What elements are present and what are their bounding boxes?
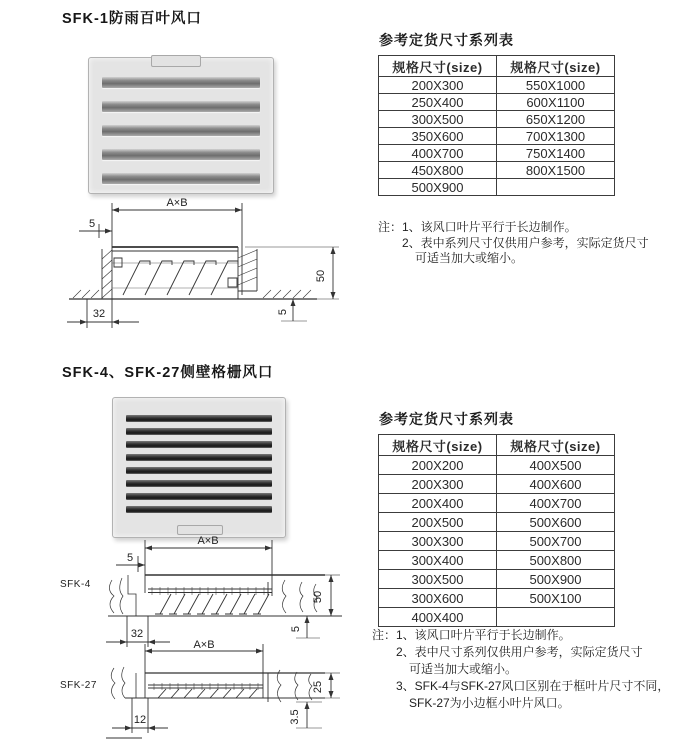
- table-row: [379, 77, 615, 94]
- size-series-table: [378, 55, 615, 196]
- table-row: [379, 475, 615, 494]
- size-cell: 300X600: [379, 589, 497, 608]
- drawing-arrowheads: [80, 208, 336, 325]
- dim-lip-label: 5: [290, 625, 302, 633]
- sfk4-drawing-label: SFK-4: [60, 579, 91, 590]
- size-cell: 600X1100: [497, 94, 615, 111]
- grille-slat: [126, 493, 272, 500]
- size-cell: 200X200: [379, 456, 497, 475]
- size-column-header: 规格尺寸(size): [379, 435, 497, 456]
- size-cell: [497, 608, 615, 627]
- size-cell: 300X400: [379, 551, 497, 570]
- size-cell: 500X800: [497, 551, 615, 570]
- section2-title: SFK-4、SFK-27侧壁格栅风口: [62, 365, 274, 381]
- note-line: 可适当加大或缩小。: [415, 251, 524, 265]
- grille-slat: [126, 428, 272, 435]
- table-row: [379, 111, 615, 128]
- table-row: [379, 145, 615, 162]
- table-row: [379, 589, 615, 608]
- louver-slat: [102, 173, 260, 184]
- table-row: [379, 551, 615, 570]
- dim-depth-label: 50: [312, 590, 324, 604]
- photo-top-tab: [151, 55, 201, 67]
- size-cell: 400X500: [497, 456, 615, 475]
- table-row: [379, 128, 615, 145]
- size-column-header: 规格尺寸(size): [497, 435, 615, 456]
- sfk1-section-drawing: [55, 195, 365, 345]
- size-cell: 700X1300: [497, 128, 615, 145]
- note-line: 注：1、该风口叶片平行于长边制作。: [378, 220, 577, 234]
- sfk4-section-drawing: [50, 534, 380, 650]
- size-cell: 500X900: [379, 179, 497, 196]
- size-cell: 500X600: [497, 513, 615, 532]
- dim-flange-label: 5: [88, 218, 96, 230]
- section2-notes: [372, 627, 687, 712]
- dim-depth-label: 25: [312, 680, 324, 694]
- size-series-table: [378, 434, 615, 627]
- dim-inset-label: 32: [92, 308, 106, 320]
- table1-title: 参考定货尺寸系列表: [379, 32, 514, 48]
- grille-slat: [126, 467, 272, 474]
- sfk1-product-photo: [88, 57, 274, 194]
- dim-inset-label: 32: [130, 628, 144, 640]
- size-cell: 200X300: [379, 475, 497, 494]
- table-row: [379, 494, 615, 513]
- size-cell: 400X400: [379, 608, 497, 627]
- table-row: [379, 570, 615, 589]
- size-cell: 250X400: [379, 94, 497, 111]
- dim-ab-label: A×B: [193, 640, 215, 651]
- size-cell: 200X500: [379, 513, 497, 532]
- louver-slats: [102, 77, 260, 184]
- louver-slat: [102, 125, 260, 136]
- size-cell: 450X800: [379, 162, 497, 179]
- table-row: [379, 608, 615, 627]
- size-cell: 400X600: [497, 475, 615, 494]
- dim-depth-label: 50: [315, 269, 327, 283]
- note-line: 3、SFK-4与SFK-27风口区别在于框叶片尺寸不同，: [396, 679, 670, 693]
- size-cell: 500X900: [497, 570, 615, 589]
- size-cell: 400X700: [497, 494, 615, 513]
- dim-ab-label: A×B: [197, 535, 219, 547]
- size-cell: 300X500: [379, 111, 497, 128]
- size-cell: 300X300: [379, 532, 497, 551]
- table2-title: 参考定货尺寸系列表: [379, 411, 514, 427]
- dim-lip-label: 5: [277, 308, 289, 316]
- note-line: 2、表中尺寸系列仅供用户参考，实际定货尺寸: [396, 645, 643, 659]
- table-header-row: [379, 56, 615, 77]
- size-cell: 300X500: [379, 570, 497, 589]
- size-cell: [497, 179, 615, 196]
- grille-slat: [126, 415, 272, 422]
- grille-slat: [126, 454, 272, 461]
- size-column-header: 规格尺寸(size): [379, 56, 497, 77]
- note-line: 可适当加大或缩小。: [409, 662, 518, 676]
- size-cell: 400X700: [379, 145, 497, 162]
- note-line: 2、表中系列尺寸仅供用户参考，实际定货尺寸: [402, 235, 649, 250]
- table-row: [379, 513, 615, 532]
- section1-notes: [378, 220, 673, 267]
- table-row: [379, 179, 615, 196]
- size-cell: 200X300: [379, 77, 497, 94]
- size-cell: 500X700: [497, 532, 615, 551]
- grille-slats: [126, 415, 272, 513]
- size-cell: 200X400: [379, 494, 497, 513]
- note-line: SFK-27为小边框小叶片风口。: [409, 696, 570, 710]
- size-cell: 350X600: [379, 128, 497, 145]
- sfk27-drawing-label: SFK-27: [60, 680, 97, 691]
- drawing-arrowheads: [125, 649, 334, 731]
- size-cell: 500X100: [497, 589, 615, 608]
- section1-table-block: [378, 30, 615, 196]
- table-row: [379, 162, 615, 179]
- section2-table-block: [378, 409, 615, 627]
- table-row: [379, 94, 615, 111]
- dim-flange-label: 5: [126, 552, 134, 564]
- size-cell: 650X1200: [497, 111, 615, 128]
- louver-slat: [102, 101, 260, 112]
- note-line: 注：1、该风口叶片平行于长边制作。: [372, 628, 571, 642]
- dim-inset-label: 12: [133, 714, 147, 726]
- size-cell: 750X1400: [497, 145, 615, 162]
- dim-lip-label: 3.5: [289, 709, 301, 725]
- grille-slat: [126, 441, 272, 448]
- grille-slat: [126, 480, 272, 487]
- drawing-lines: [67, 203, 339, 328]
- size-column-header: 规格尺寸(size): [497, 56, 615, 77]
- louver-slat: [102, 149, 260, 160]
- table-row: [379, 456, 615, 475]
- louver-slat: [102, 77, 260, 88]
- table-row: [379, 532, 615, 551]
- section1-title: SFK-1防雨百叶风口: [62, 11, 202, 27]
- table-header-row: [379, 435, 615, 456]
- grille-slat: [126, 506, 272, 513]
- size-cell: 550X1000: [497, 77, 615, 94]
- size-cell: 800X1500: [497, 162, 615, 179]
- sfk27-section-drawing: [50, 640, 380, 748]
- dim-ab-label: A×B: [166, 197, 188, 209]
- sfk4-product-photo: [112, 397, 286, 538]
